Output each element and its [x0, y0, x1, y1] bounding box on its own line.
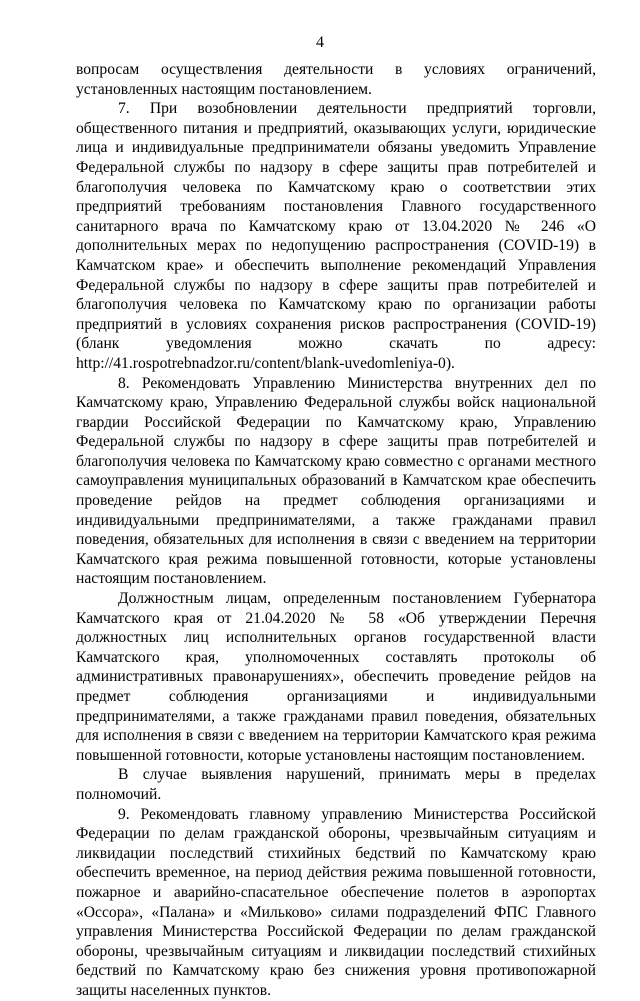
- document-body: [76, 60, 596, 1001]
- paragraph-item-7: 7. При возобновлении деятельности предприятий торговли, общественного питания и предприятий, оказывающих услуги, юридические лица и индивидуальные предприниматели обязаны уведомить Управление Федеральной службы по надзору в сфере защиты прав потребителей и благополучия человека по Камчатскому краю о соответствии этих предприятий требованиям постановления Главного государственного санитарного врача по Камчатскому краю от 13.04.2020 № 246 «О дополнительных мерах по недопущению распространения (COVID-19) в Камчатском крае» и обеспечить выполнение рекомендаций Управления Федеральной службы по надзору в сфере защиты прав потребителей и благополучия человека по Камчатскому краю по организации работы предприятий в условиях сохранения рисков распространения (COVID-19) (бланк уведомления можно скачать по адресу: http://41.rospotrebnadzor.ru/content/blank-uvedomleniya-0).: [76, 100, 596, 372]
- paragraph-violations: В случае выявления нарушений, принимать меры в пределах полномочий.: [76, 766, 596, 803]
- paragraph-continuation: вопросам осуществления деятельности в условиях ограничений, установленных настоящим постановлением.: [76, 61, 596, 98]
- page-number: 4: [316, 34, 324, 51]
- paragraph-item-9: 9. Рекомендовать главному управлению Министерства Российской Федерации по делам гражданской обороны, чрезвычайным ситуациям и ликвидации последствий стихийных бедствий по Камчатскому краю обеспечить временное, на период действия режима повышенной готовности, пожарное и аварийно-спасательное обеспечение полетов в аэропортах «Оссора», «Палана» и «Мильково» силами подразделений ФПС Главного управления Министерства Российской Федерации по делам гражданской обороны, чрезвычайным ситуациям и ликвидации последствий стихийных бедствий по Камчатскому краю без снижения уровня противопожарной защиты населенных пунктов.: [76, 805, 596, 999]
- paragraph-item-8: 8. Рекомендовать Управлению Министерства внутренних дел по Камчатскому краю, Управлению Федеральной службы войск национальной гвардии Российской Федерации по Камчатскому краю, Управлению Федеральной службы по надзору в сфере защиты прав потребителей и благополучия человека по Камчатскому краю совместно с органами местного самоуправления муниципальных образований в Камчатском крае обеспечить проведение рейдов на предмет соблюдения организациями и индивидуальными предпринимателями, а также гражданами правил поведения, обязательных для исполнения в связи с введением на территории Камчатского края режима повышенной готовности, которые установлены настоящим постановлением.: [76, 374, 596, 588]
- paragraph-officials: Должностным лицам, определенным постановлением Губернатора Камчатского края от 21.04.2020 № 58 «Об утверждении Перечня должностных лиц исполнительных органов государственной власти Камчатского края, уполномоченных составлять протоколы об административных правонарушениях», обеспечить проведение рейдов на предмет соблюдения организациями и индивидуальными предпринимателями, а также гражданами правил поведения, обязательных для исполнения в связи с введением на территории Камчатского края режима повышенной готовности, которые установлены настоящим постановлением.: [76, 590, 596, 764]
